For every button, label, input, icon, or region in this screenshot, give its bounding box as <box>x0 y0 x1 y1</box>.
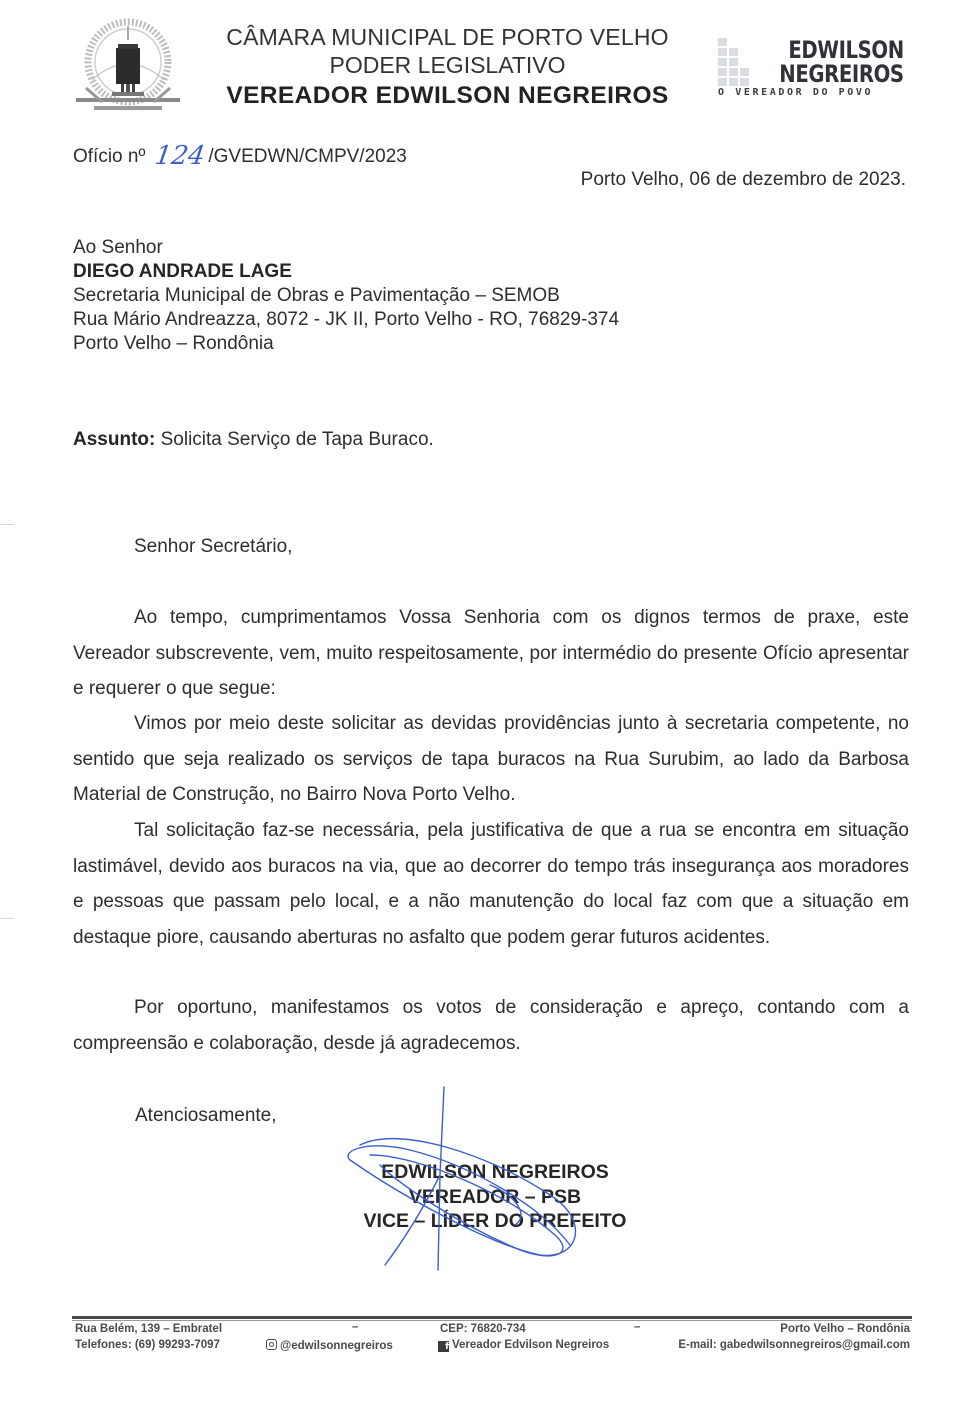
footer-phones: Telefones: (69) 99293-7097 <box>75 1339 220 1351</box>
handwritten-signature-icon <box>340 1085 600 1280</box>
body-paragraph: Por oportuno, manifestamos os votos de consideração e apreço, contando com a compreensão e colaboração, desde já agradecemos. <box>73 997 909 1054</box>
body-paragraph: Tal solicitação faz-se necessária, pela justificativa de que a rua se encontra em situação lastimável, devido aos buracos na via, que ao decorrer do tempo trás insegurança aos moradores e pessoas que passam pelo local, e a não manutenção do local faz com que a situação em destaque piore, causando aberturas no asfalto que podem gerar futuros acidentes. <box>73 820 909 948</box>
footer-divider <box>72 1316 912 1319</box>
reference-suffix: /GVEDWN/CMPV/2023 <box>208 146 407 167</box>
subject-text: Solicita Serviço de Tapa Buraco. <box>160 429 434 450</box>
scan-mark <box>0 524 14 525</box>
brand-name-last: NEGREIROS <box>779 60 904 88</box>
recipient-address: Rua Mário Andreazza, 8072 - JK II, Porto Velho - RO, 76829-374 <box>73 309 620 330</box>
facebook-page: Vereador Edvilson Negreiros <box>452 1339 610 1351</box>
footer-cep: CEP: 76820-734 <box>440 1323 526 1335</box>
recipient-city: Porto Velho – Rondônia <box>73 333 274 354</box>
signer-title: VICE – LÍDER DO PREFEITO <box>363 1210 627 1232</box>
scan-mark <box>0 918 14 919</box>
recipient-department: Secretaria Municipal de Obras e Pavimentação – SEMOB <box>73 285 560 306</box>
greeting: Senhor Secretário, <box>134 536 293 557</box>
instagram-icon <box>266 1339 277 1350</box>
subject-label: Assunto: <box>73 429 156 450</box>
seal-graphic <box>72 18 184 116</box>
recipient-block <box>73 236 619 356</box>
brand-tagline: O VEREADOR DO POVO <box>718 87 874 98</box>
office-name: VEREADOR EDWILSON NEGREIROS <box>226 82 669 109</box>
recipient-salutation: Ao Senhor <box>73 237 163 258</box>
reference-prefix: Ofício nº <box>73 146 146 167</box>
place-date: Porto Velho, 06 de dezembro de 2023. <box>580 169 906 190</box>
document-reference <box>73 141 407 171</box>
municipal-seal-icon <box>72 18 184 116</box>
institution-name: CÂMARA MUNICIPAL DE PORTO VELHO <box>226 24 669 50</box>
footer-separator: – <box>634 1321 641 1333</box>
footer-instagram <box>266 1339 393 1352</box>
signer-role: VEREADOR – PSB <box>408 1185 582 1208</box>
footer-address: Rua Belém, 139 – Embratel <box>75 1323 223 1335</box>
signer-name: EDWILSON NEGREIROS <box>381 1161 609 1183</box>
facebook-icon: f <box>438 1341 449 1352</box>
closing: Atenciosamente, <box>135 1105 277 1126</box>
legislative-branch: PODER LEGISLATIVO <box>329 52 566 78</box>
instagram-handle: @edwilsonnegreiros <box>280 1340 393 1352</box>
body-paragraph: Ao tempo, cumprimentamos Vossa Senhoria com os dignos termos de praxe, este Vereador subscrevente, vem, muito respeitosamente, por intermédio do presente Ofício apresentar e requerer o que segue: <box>73 607 909 699</box>
subject-line <box>73 428 434 451</box>
body-paragraph: Vimos por meio deste solicitar as devidas providências junto à secretaria competente, no sentido que seja realizado os serviços de tapa buracos na Rua Surubim, ao lado da Barbosa Material de Construção, no Bairro Nova Porto Velho. <box>73 713 909 805</box>
footer-divider-thin <box>72 1320 912 1321</box>
brand-name-first: EDWILSON <box>788 36 904 64</box>
footer-separator: – <box>352 1321 359 1333</box>
footer-city: Porto Velho – Rondônia <box>780 1323 910 1335</box>
footer-email: E-mail: gabedwilsonnegreiros@gmail.com <box>678 1339 910 1351</box>
handwritten-number: 124 <box>152 141 207 171</box>
recipient-name: DIEGO ANDRADE LAGE <box>73 261 292 282</box>
footer-facebook <box>438 1339 609 1352</box>
brand-logo <box>714 34 910 104</box>
